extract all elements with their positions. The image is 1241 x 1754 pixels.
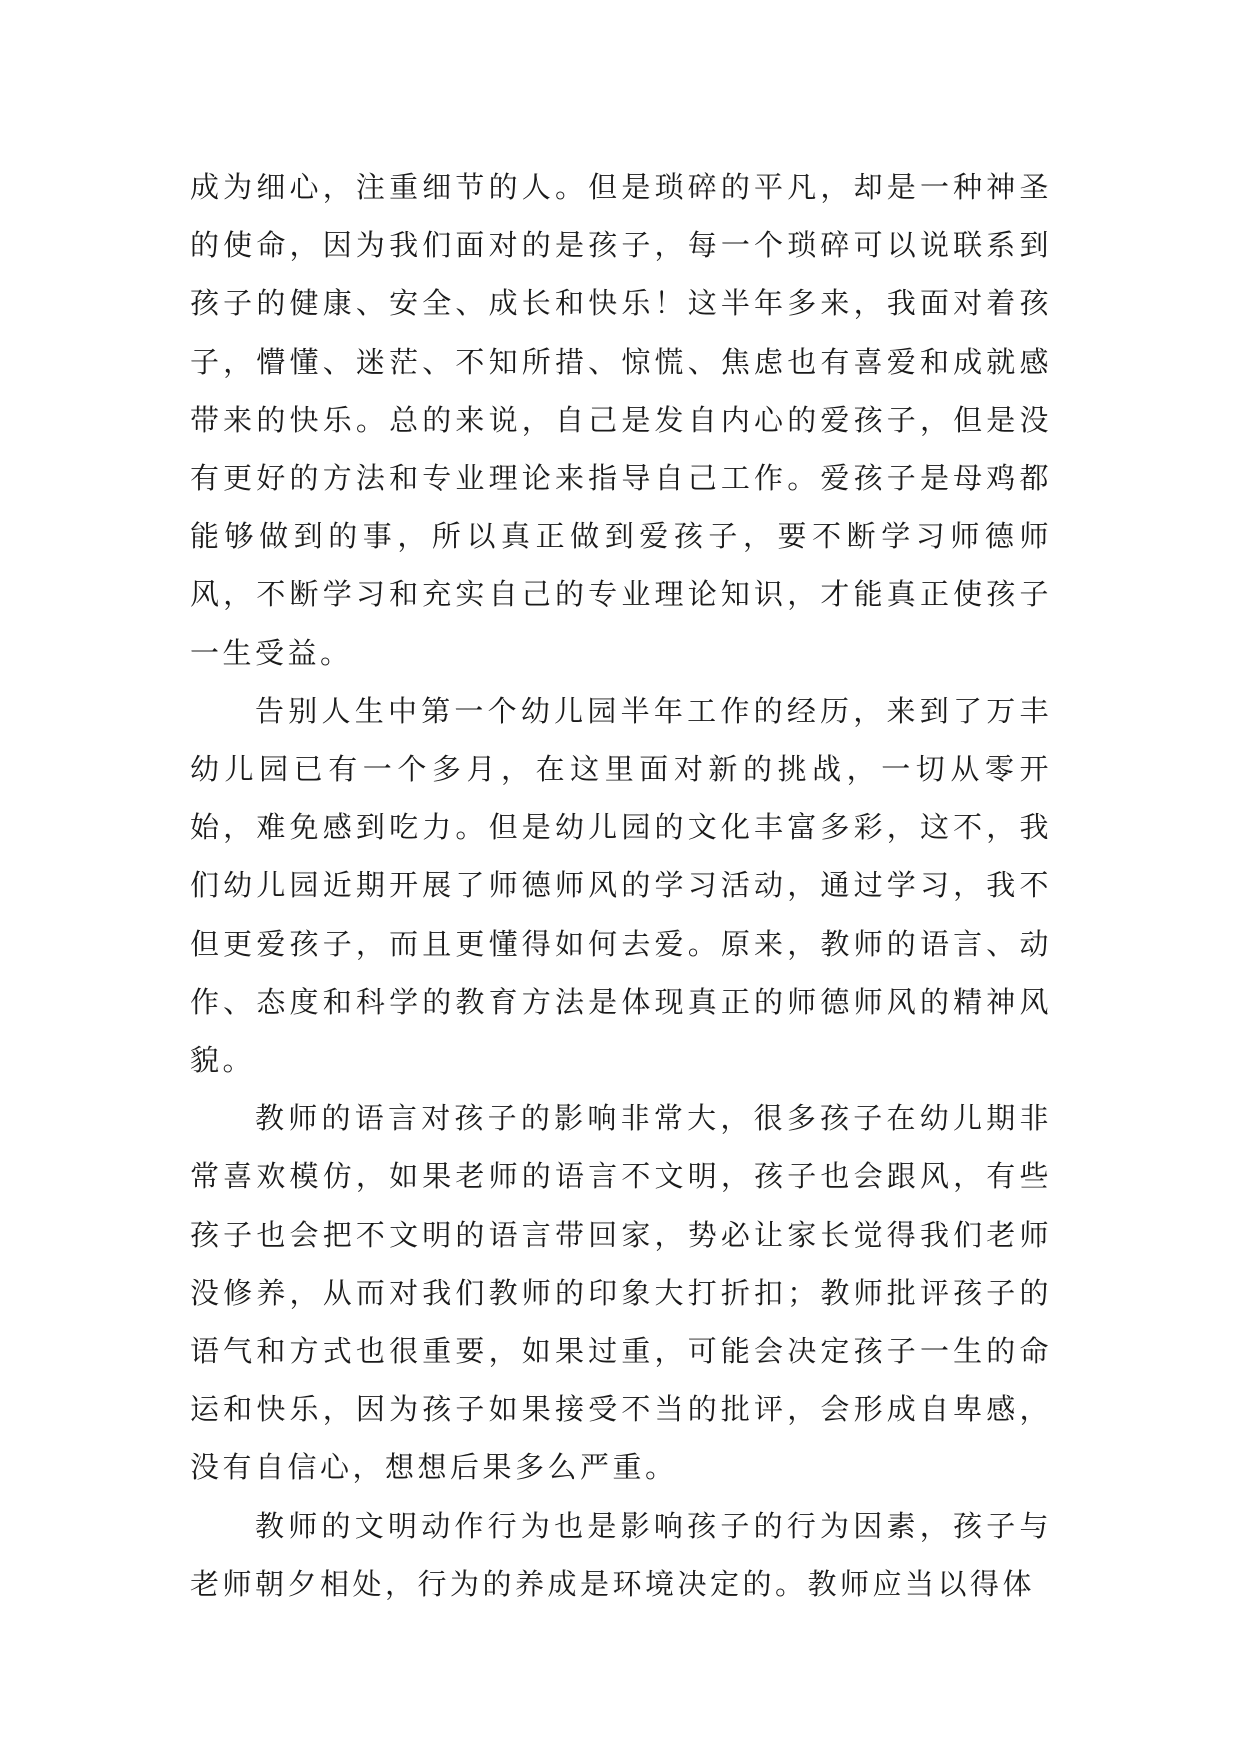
paragraph-farewell: 告别人生中第一个幼儿园半年工作的经历，来到了万丰幼儿园已有一个多月，在这里面对新的挑战，一切从零开始，难免感到吃力。但是幼儿园的文化丰富多彩，这不，我们幼儿园近期开展了师德师风的学习活动，通过学习，我不但更爱孩子，而且更懂得如何去爱。原来，教师的语言、动作、态度和科学的教育方法是体现真正的师德师风的精神风貌。 [190,693,1052,1078]
paragraph-teacher-behavior: 教师的文明动作行为也是影响孩子的行为因素，孩子与老师朝夕相处，行为的养成是环境决定的。教师应当以得体 [190,1508,1052,1601]
paragraph-continuation: 成为细心，注重细节的人。但是琐碎的平凡，却是一种神圣的使命，因为我们面对的是孩子，每一个琐碎可以说联系到孩子的健康、安全、成长和快乐！这半年多来，我面对着孩子，懵懂、迷茫、不知所措、惊慌、焦虑也有喜爱和成就感带来的快乐。总的来说，自己是发自内心的爱孩子，但是没有更好的方法和专业理论来指导自己工作。爱孩子是母鸡都能够做到的事，所以真正做到爱孩子，要不断学习师德师风，不断学习和充实自己的专业理论知识，才能真正使孩子一生受益。 [190,170,1052,670]
paragraph-teacher-language: 教师的语言对孩子的影响非常大，很多孩子在幼儿期非常喜欢模仿，如果老师的语言不文明，孩子也会跟风，有些孩子也会把不文明的语言带回家，势必让家长觉得我们老师没修养，从而对我们教师的印象大打折扣；教师批评孩子的语气和方式也很重要，如果过重，可能会决定孩子一生的命运和快乐，因为孩子如果接受不当的批评，会形成自卑感，没有自信心，想想后果多么严重。 [190,1101,1052,1485]
document-body [190,158,1052,1613]
